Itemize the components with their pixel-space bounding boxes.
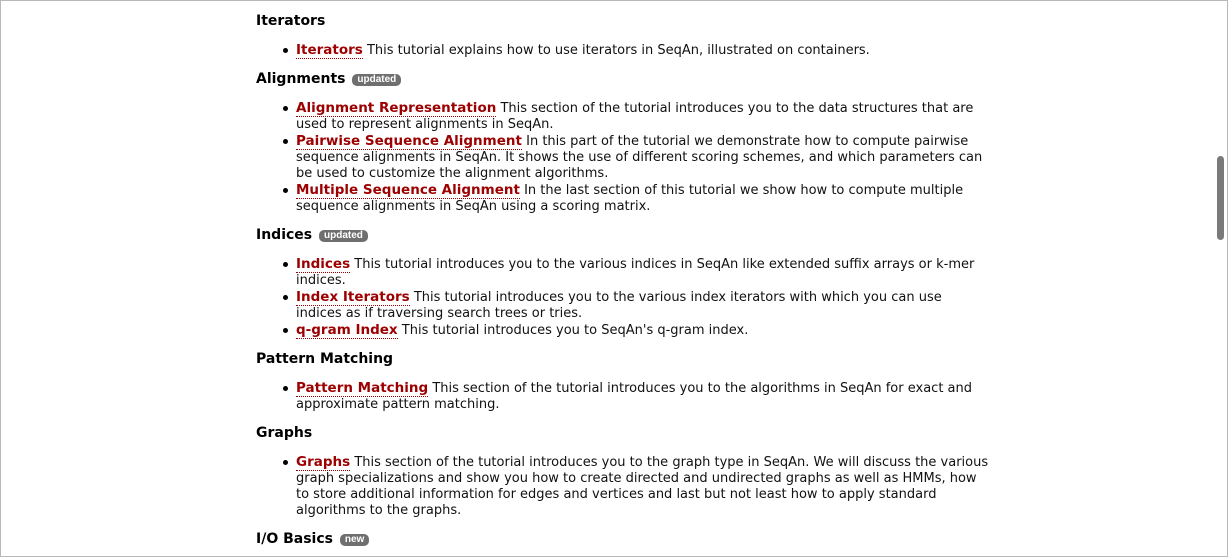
list-item [296, 256, 991, 289]
item-description: In this part of the tutorial we demonstrate how to compute pairwise sequence alignments in SeqAn. It shows the use of different scoring schemes, and which parameters can be used to customize the alignment algorithms. [296, 134, 983, 181]
list-item [296, 182, 991, 215]
scrollbar-thumb[interactable] [1217, 156, 1224, 240]
tutorial-link[interactable]: Iterators [296, 42, 363, 58]
section-heading [256, 424, 991, 442]
tutorial-link[interactable]: Indices [296, 256, 351, 272]
tutorial-link[interactable]: Alignment Representation [296, 100, 497, 116]
section-indices [256, 226, 991, 339]
tutorial-list [256, 42, 991, 59]
tutorial-list [256, 100, 991, 215]
section-title: I/O Basics [256, 531, 333, 547]
section-heading [256, 530, 991, 548]
section-title: Pattern Matching [256, 351, 394, 367]
section-pattern-matching [256, 350, 991, 413]
section-i-o-basics [256, 530, 991, 548]
list-item [296, 42, 991, 59]
item-description: This section of the tutorial introduces you to the graph type in SeqAn. We will discuss the various graph specializations and show you how to create directed and undirected graphs as well as HMMs, how to store additional information for edges and vertices and last but not least how to apply standard algorithms to the graphs. [296, 455, 989, 518]
status-badge: new [340, 534, 369, 546]
section-title: Graphs [256, 425, 313, 441]
section-heading [256, 70, 991, 88]
section-heading [256, 226, 991, 244]
section-heading [256, 12, 991, 30]
tutorial-list [256, 380, 991, 413]
list-item [296, 454, 991, 519]
list-item [296, 380, 991, 413]
item-description: In the last section of this tutorial we show how to compute multiple sequence alignments in SeqAn using a scoring matrix. [296, 183, 964, 214]
tutorial-link[interactable]: Multiple Sequence Alignment [296, 182, 520, 198]
tutorial-link[interactable]: Index Iterators [296, 289, 410, 305]
section-title: Alignments [256, 71, 346, 87]
tutorial-list [256, 454, 991, 519]
section-title: Indices [256, 227, 313, 243]
section-graphs [256, 424, 991, 519]
status-badge: updated [352, 74, 401, 86]
list-item [296, 322, 991, 339]
list-item [296, 100, 991, 133]
item-description: This section of the tutorial introduces you to the data structures that are used to represent alignments in SeqAn. [296, 101, 974, 132]
item-description: This tutorial introduces you to SeqAn's q-gram index. [401, 323, 749, 338]
section-heading [256, 350, 991, 368]
status-badge: updated [319, 230, 368, 242]
tutorial-link[interactable]: Pattern Matching [296, 380, 429, 396]
section-title: Iterators [256, 13, 326, 29]
tutorial-link[interactable]: q-gram Index [296, 322, 398, 338]
list-item [296, 289, 991, 322]
list-item [296, 133, 991, 182]
item-description: This tutorial introduces you to the various index iterators with which you can use indices as if traversing search trees or tries. [296, 290, 942, 321]
item-description: This tutorial introduces you to the various indices in SeqAn like extended suffix arrays or k-mer indices. [296, 257, 975, 288]
tutorial-list [256, 256, 991, 339]
tutorial-link[interactable]: Pairwise Sequence Alignment [296, 133, 522, 149]
item-description: This section of the tutorial introduces you to the algorithms in SeqAn for exact and approximate pattern matching. [296, 381, 972, 412]
tutorial-link[interactable]: Graphs [296, 454, 351, 470]
section-iterators [256, 12, 991, 59]
vertical-scrollbar[interactable] [1212, 1, 1227, 556]
section-alignments [256, 70, 991, 215]
tutorial-content [256, 1, 991, 548]
item-description: This tutorial explains how to use iterators in SeqAn, illustrated on containers. [366, 43, 870, 58]
